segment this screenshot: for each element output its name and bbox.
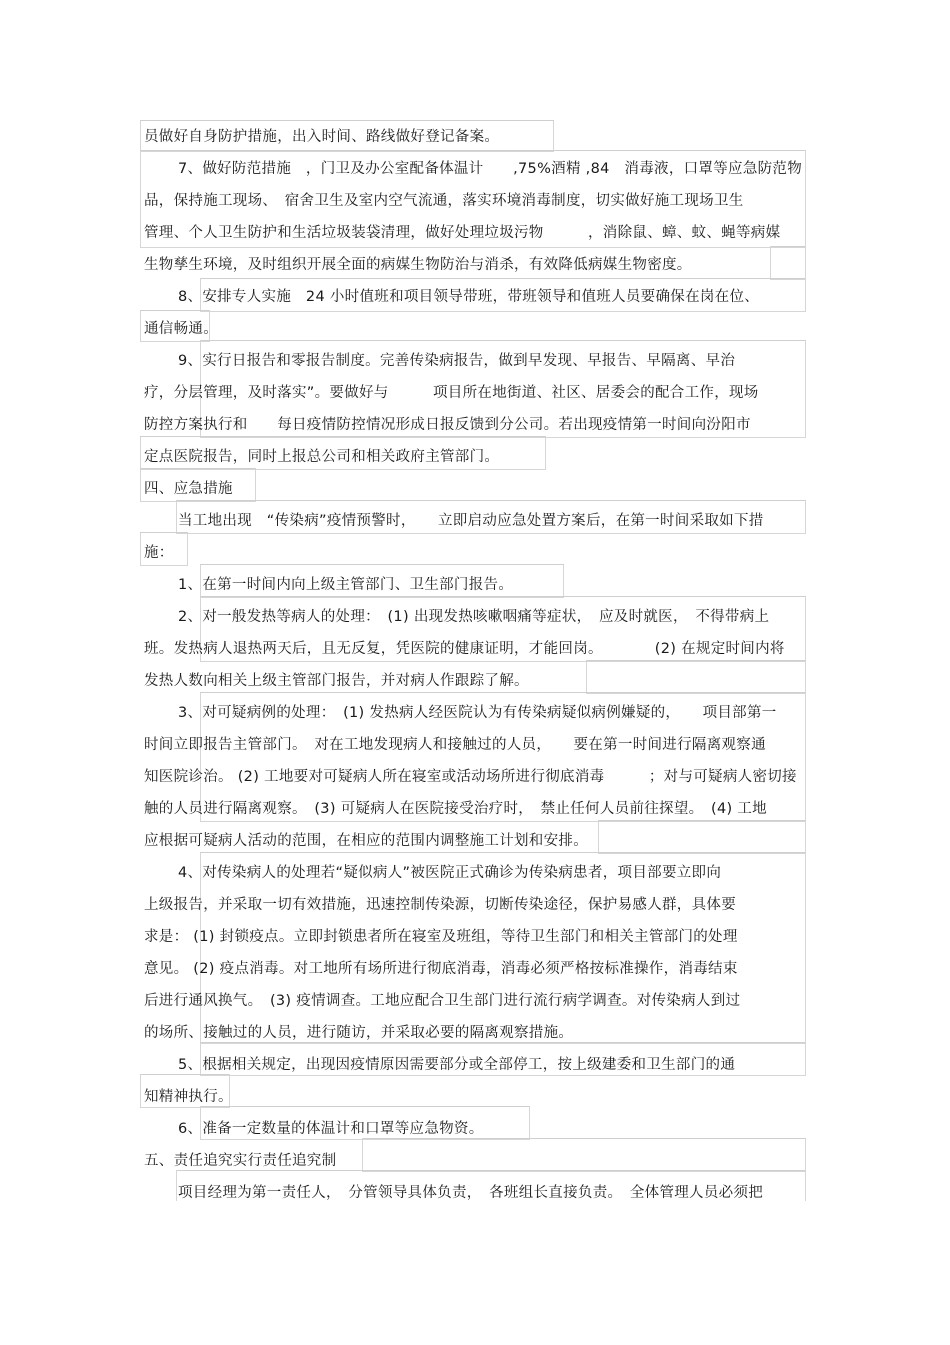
text-line: 应根据可疑病人活动的范围，在相应的范围内调整施工计划和安排。: [144, 833, 588, 849]
text-line: 当工地出现 “传染病”疫情预警时， 立即启动应急处置方案后，在第一时间采取如下措: [178, 513, 764, 529]
text-line: 疗，分层管理，及时落实”。要做好与 项目所在地街道、社区、居委会的配合工作，现场: [144, 385, 759, 401]
text-line: 触的人员进行隔离观察。 (3) 可疑病人在医院接受治疗时， 禁止任何人员前往探望。 (4) 工地: [144, 801, 767, 817]
text-line: 5、根据相关规定，出现因疫情原因需要部分或全部停工，按上级建委和卫生部门的通: [178, 1057, 736, 1073]
text-line: 管理、个人卫生防护和生活垃圾装袋清理，做好处理垃圾污物 ，消除鼠、蟑、蚊、蝇等病媒: [144, 225, 781, 241]
cell-border: [586, 660, 806, 694]
text-line: 防控方案执行和 每日疫情防控情况形成日报反馈到分公司。若出现疫情第一时间向汾阳市: [144, 417, 751, 433]
text-line: 2、对一般发热等病人的处理： (1) 出现发热咳嗽咽痛等症状， 应及时就医， 不得带病上: [178, 609, 770, 625]
text-line: 1、在第一时间内向上级主管部门、卫生部门报告。: [178, 577, 514, 593]
text-line: 上级报告，并采取一切有效措施，迅速控制传染源，切断传染途径，保护易感人群，具体要: [144, 897, 736, 913]
text-line: 9、实行日报告和零报告制度。完善传染病报告，做到早发现、早报告、早隔离、早治: [178, 353, 736, 369]
text-line: 6、准备一定数量的体温计和口罩等应急物资。: [178, 1121, 484, 1137]
section-heading: 四、应急措施: [144, 481, 233, 497]
text-line: 生物孳生环境，及时组织开展全面的病媒生物防治与消杀，有效降低病媒生物密度。: [144, 257, 692, 273]
text-line: 知医院诊治。 (2) 工地要对可疑病人所在寝室或活动场所进行彻底消毒 ；对与可疑病人密切接: [144, 769, 797, 785]
section-heading: 五、责任追究实行责任追究制: [144, 1153, 337, 1169]
text-line: 项目经理为第一责任人， 分管领导具体负责， 各班组长直接负责。 全体管理人员必须把: [178, 1185, 764, 1201]
text-line: 施：: [144, 545, 174, 561]
text-line: 意见。 (2) 疫点消毒。对工地所有场所进行彻底消毒，消毒必须严格按标准操作，消毒结束: [144, 961, 738, 977]
text-line: 品，保持施工现场、 宿舍卫生及室内空气流通，落实环境消毒制度，切实做好施工现场卫生: [144, 193, 744, 209]
text-line: 员做好自身防护措施，出入时间、路线做好登记备案。: [144, 129, 500, 145]
cell-border: [362, 1138, 806, 1172]
cell-border: [598, 820, 806, 854]
text-line: 求是： (1) 封锁疫点。立即封锁患者所在寝室及班组，等待卫生部门和相关主管部门的处理: [144, 929, 738, 945]
text-line: 时间立即报告主管部门。 对在工地发现病人和接触过的人员， 要在第一时间进行隔离观察通: [144, 737, 766, 753]
text-line: 7、做好防范措施 ，门卫及办公室配备体温计 ,75%酒精 ,84 消毒液，口罩等应急防范物: [178, 161, 803, 177]
cell-border: [770, 246, 806, 280]
text-line: 4、对传染病人的处理若“疑似病人”被医院正式确诊为传染病患者，项目部要立即向: [178, 865, 722, 881]
text-line: 8、安排专人实施 24 小时值班和项目领导带班，带班领导和值班人员要确保在岗在位、: [178, 289, 760, 305]
text-line: 后进行通风换气。 (3) 疫情调查。工地应配合卫生部门进行流行病学调查。对传染病人到过: [144, 993, 741, 1009]
text-line: 通信畅通。: [144, 321, 218, 337]
text-line: 定点医院报告，同时上报总公司和相关政府主管部门。: [144, 449, 500, 465]
text-line: 的场所、接触过的人员，进行随访，并采取必要的隔离观察措施。: [144, 1025, 574, 1041]
text-line: 发热人数向相关上级主管部门报告，并对病人作跟踪了解。: [144, 673, 529, 689]
text-line: 知精神执行。: [144, 1089, 233, 1105]
text-line: 班。发热病人退热两天后，且无反复，凭医院的健康证明，才能回岗。 (2) 在规定时间内将: [144, 641, 785, 657]
text-line: 3、对可疑病例的处理： (1) 发热病人经医院认为有传染病疑似病例嫌疑的， 项目部第一: [178, 705, 777, 721]
